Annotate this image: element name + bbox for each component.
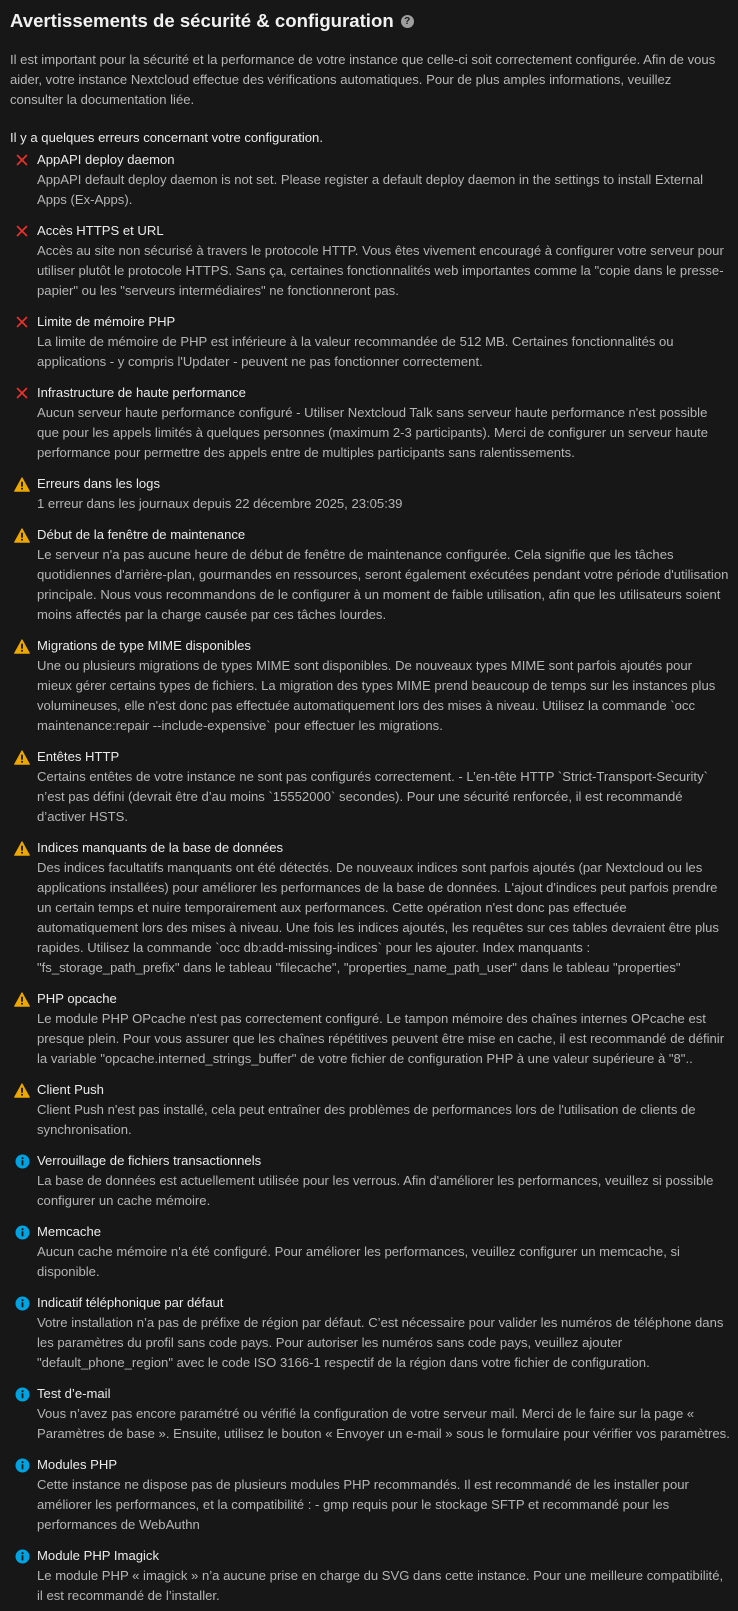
setup-check-item [10, 747, 730, 827]
info-icon [14, 1457, 30, 1473]
setup-check-item [10, 221, 730, 301]
setup-check-title: Test d’e-mail [37, 1386, 111, 1401]
section-description: Il est important pour la sécurité et la performance de votre instance que celle-ci soit correctement configurée. Afin de vous aider, votre instance Nextcloud effectue des vérifications automatiques. Pour de plus amples informations, veuillez consulter la documentation liée. [10, 52, 716, 107]
setup-check-item [10, 1151, 730, 1211]
setup-check-item [10, 150, 730, 210]
setup-check-item [10, 525, 730, 625]
errors-summary: Il y a quelques erreurs concernant votre configuration. [10, 130, 323, 145]
setup-check-title: AppAPI deploy daemon [37, 152, 175, 167]
setup-check-description: Le module PHP OPcache n'est pas correctement configuré. Le tampon mémoire des chaînes internes OPcache est presque plein. Pour vous assurer que les chaînes répétitives peuvent être mise en cache, il est recommandé de définir la variable "opcache.interned_strings_buffer" de votre fichier de configuration PHP à une valeur supérieure à "8".. [37, 1011, 725, 1066]
setup-check-item [10, 1455, 730, 1535]
setup-check-description: Votre installation n’a pas de préfixe de région par défaut. C’est nécessaire pour valider les numéros de téléphone dans les paramètres du profil sans code pays. Pour autoriser les numéros sans code pays, veuillez ajouter "default_phone_region" avec le code ISO 3166-1 respectif de la région dans votre fichier de configuration. [37, 1315, 724, 1370]
setup-check-title: Erreurs dans les logs [37, 476, 160, 491]
warning-icon [14, 749, 30, 765]
setup-check-item [10, 1080, 730, 1140]
setup-check-description: La base de données est actuellement utilisée pour les verrous. Afin d'améliorer les performances, veuillez si possible configurer un cache mémoire. [37, 1173, 714, 1208]
setup-check-description: Une ou plusieurs migrations de types MIME sont disponibles. De nouveaux types MIME sont parfois ajoutés pour mieux gérer certains types de fichiers. La migration des types MIME prend beaucoup de temps sur les instances plus volumineuses, elle n'est donc pas effectuée automatiquement lors des mises à niveau. Utilisez la commande `occ maintenance:repair --include-expensive` pour effectuer les migrations. [37, 658, 716, 733]
setup-check-title: Entêtes HTTP [37, 749, 120, 764]
setup-check-title: PHP opcache [37, 991, 117, 1006]
warning-icon [14, 991, 30, 1007]
setup-checks-list [10, 150, 730, 1606]
setup-check-title: Verrouillage de fichiers transactionnels [37, 1153, 262, 1168]
setup-check-item [10, 312, 730, 372]
close-icon [14, 314, 30, 330]
setup-check-title: Accès HTTPS et URL [37, 223, 164, 238]
setup-check-title: Memcache [37, 1224, 102, 1239]
warning-icon [14, 476, 30, 492]
setup-check-item [10, 1222, 730, 1282]
setup-check-title: Indices manquants de la base de données [37, 840, 284, 855]
setup-check-description: La limite de mémoire de PHP est inférieure à la valeur recommandée de 512 MB. Certaines fonctionnalités ou applications - y compris l'Updater - peuvent ne pas fonctionner correctement. [37, 334, 674, 369]
setup-check-item [10, 636, 730, 736]
setup-check-description: Vous n’avez pas encore paramétré ou vérifié la configuration de votre serveur mail. Merci de le faire sur la page « Paramètres de base ». Ensuite, utilisez le bouton « Envoyer un e-mail » sous le formulaire pour vérifier vos paramètres. [37, 1406, 730, 1441]
setup-check-description: Certains entêtes de votre instance ne sont pas configurés correctement. - L’en-tête HTTP `Strict-Transport-Security` n’est pas défini (devrait être d’au moins `15552000` secondes). Pour une sécurité renforcée, il est recommandé d’activer HSTS. [37, 769, 708, 824]
setup-check-item [10, 1293, 730, 1373]
warning-icon [14, 638, 30, 654]
setup-check-title: Module PHP Imagick [37, 1548, 160, 1563]
setup-check-title: Indicatif téléphonique par défaut [37, 1295, 224, 1310]
section-header [10, 9, 730, 33]
setup-check-title: Infrastructure de haute performance [37, 385, 246, 400]
setup-check-title: Modules PHP [37, 1457, 118, 1472]
info-icon [14, 1295, 30, 1311]
setup-check-item [10, 474, 730, 514]
close-icon [14, 385, 30, 401]
info-icon [14, 1153, 30, 1169]
setup-check-description: AppAPI default deploy daemon is not set. Please register a default deploy daemon in the settings to install External Apps (Ex-Apps). [37, 172, 704, 207]
setup-check-description: Aucun cache mémoire n'a été configuré. Pour améliorer les performances, veuillez configurer un memcache, si disponible. [37, 1244, 680, 1279]
page-title: Avertissements de sécurité & configuration [10, 10, 394, 31]
setup-check-item [10, 1384, 730, 1444]
warning-icon [14, 1082, 30, 1098]
close-icon [14, 152, 30, 168]
setup-check-description: Des indices facultatifs manquants ont été détectés. De nouveaux indices sont parfois ajoutés (par Nextcloud ou les applications installées) pour améliorer les performances de la base de données. L'ajout d'indices peut parfois prendre un certain temps et nuire temporairement aux performances. Cette opération n'est donc pas effectuée automatiquement lors des mises à niveau. Une fois les indices ajoutés, les requêtes sur ces tables devraient être plus rapides. Utilisez la commande `occ db:add-missing-indices` pour les ajouter. Index manquants : "fs_storage_path_prefix" dans le tableau "filecache", "properties_name_path_user" dans le tableau "properties" [37, 860, 719, 975]
setup-check-title: Limite de mémoire PHP [37, 314, 176, 329]
warning-icon [14, 840, 30, 856]
help-circle-icon[interactable]: ? [401, 15, 414, 28]
warning-icon [14, 527, 30, 543]
setup-check-title: Client Push [37, 1082, 104, 1097]
info-icon [14, 1224, 30, 1240]
info-icon [14, 1386, 30, 1402]
setup-check-description: 1 erreur dans les journaux depuis 22 décembre 2025, 23:05:39 [37, 496, 403, 511]
setup-check-item [10, 989, 730, 1069]
close-icon [14, 223, 30, 239]
setup-check-description: Cette instance ne dispose pas de plusieurs modules PHP recommandés. Il est recommandé de les installer pour améliorer les performances, et la compatibilité : - gmp requis pour le stockage SFTP et recommandé pour les performances de WebAuthn [37, 1477, 689, 1532]
setup-check-item [10, 838, 730, 978]
setup-check-description: Client Push n'est pas installé, cela peut entraîner des problèmes de performances lors de l'utilisation de clients de synchronisation. [37, 1102, 696, 1137]
info-icon [14, 1548, 30, 1564]
setup-check-description: Accès au site non sécurisé à travers le protocole HTTP. Vous êtes vivement encouragé à configurer votre serveur pour utiliser plutôt le protocole HTTPS. Sans ça, certaines fonctionnalités web importantes comme la "copie dans le presse-papier" ou les "serveurs intermédiaires" ne fonctionneront pas. [37, 243, 724, 298]
setup-check-title: Migrations de type MIME disponibles [37, 638, 251, 653]
setup-check-item [10, 383, 730, 463]
setup-check-description: Le module PHP « imagick » n’a aucune prise en charge du SVG dans cette instance. Pour une meilleure compatibilité, il est recommandé de l’installer. [37, 1568, 724, 1603]
setup-check-title: Début de la fenêtre de maintenance [37, 527, 246, 542]
setup-check-item [10, 1546, 730, 1606]
setup-check-description: Le serveur n'a pas aucune heure de début de fenêtre de maintenance configurée. Cela signifie que les tâches quotidiennes d'arrière-plan, gourmandes en ressources, seront également exécutées pendant votre période d'utilisation principale. Nous vous recommandons de le configurer à un moment de faible utilisation, afin que les utilisateurs soient moins affectés par la charge causée par ces tâches lourdes. [37, 547, 729, 622]
setup-check-description: Aucun serveur haute performance configuré - Utiliser Nextcloud Talk sans serveur haute performance n'est possible que pour les appels limités à quelques personnes (maximum 2-3 participants). Merci de configurer un serveur haute performance pour permettre des appels entre de multiples participants sans ralentissements. [37, 405, 709, 460]
